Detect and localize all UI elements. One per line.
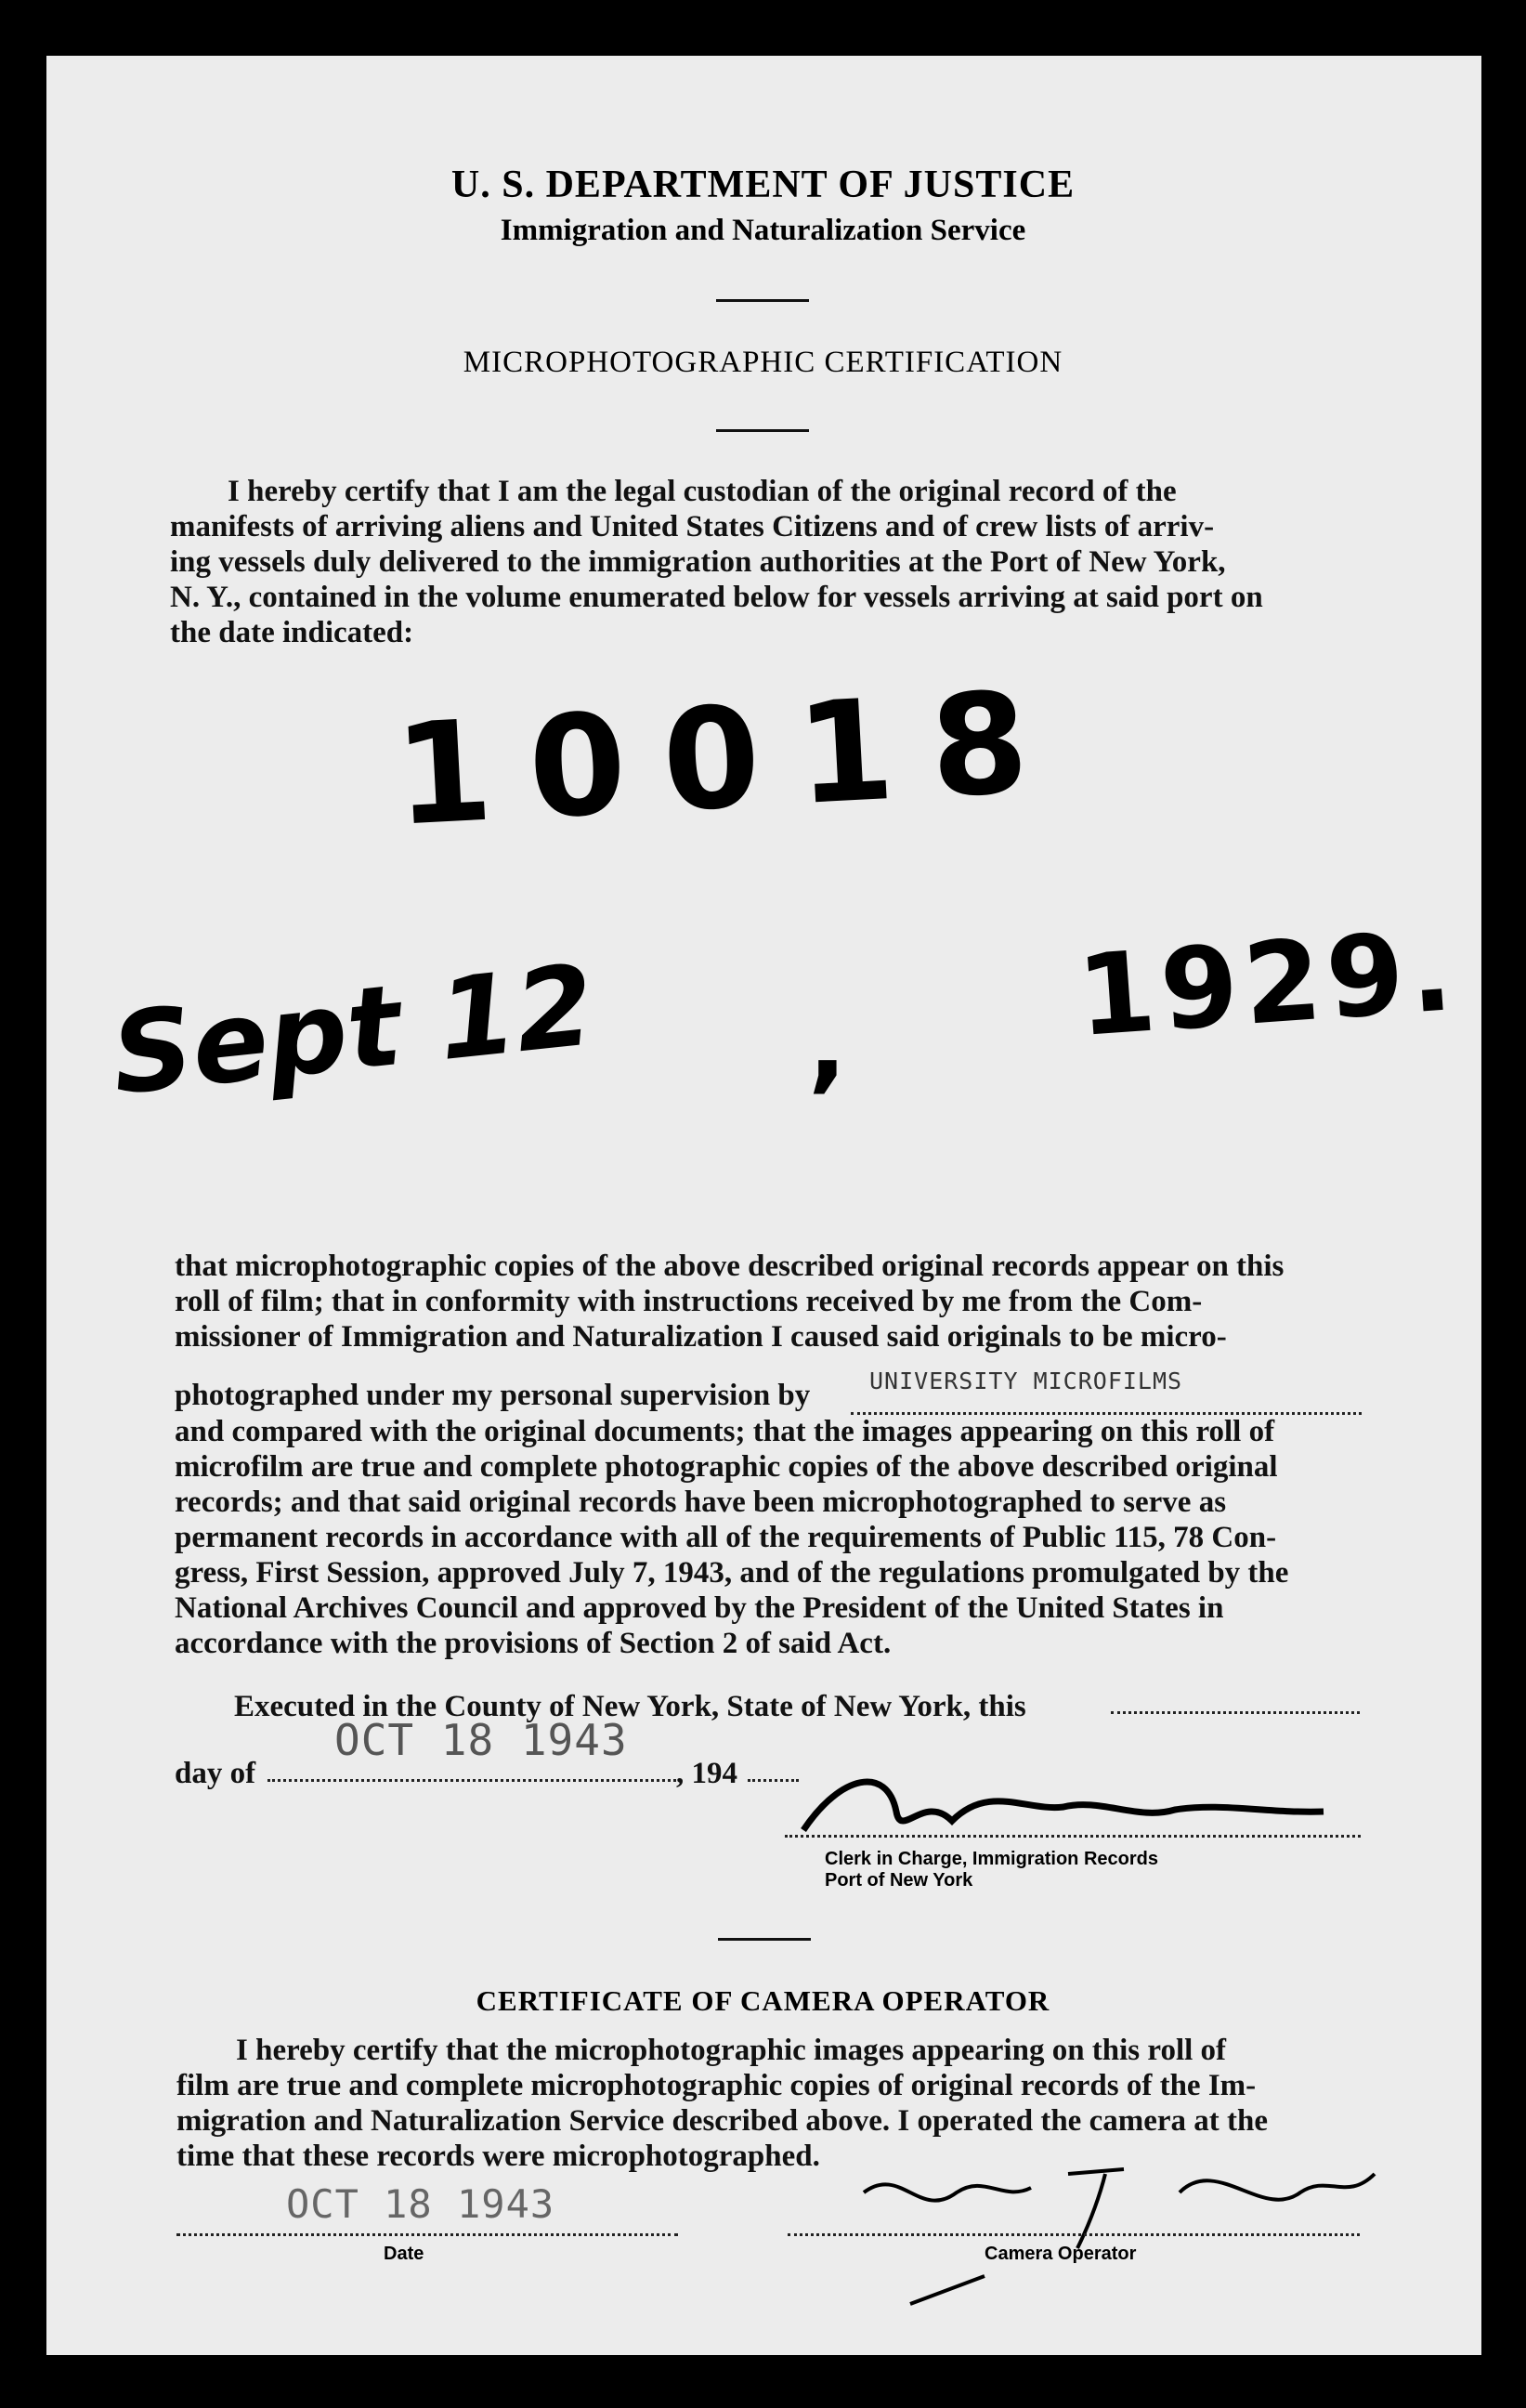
paragraph-line: microfilm are true and complete photographic copies of the above described original: [175, 1450, 1278, 1484]
paragraph-line: N. Y., contained in the volume enumerated below for vessels arriving at said port on: [170, 581, 1263, 614]
day-of-label: day of: [175, 1757, 256, 1790]
camera-operator-signature-line: [788, 2220, 1360, 2236]
supervision-line: [175, 1378, 810, 1413]
executed-text: Executed in the County of New York, State of New York, this: [234, 1690, 1026, 1723]
certification-paragraph-2: [175, 1249, 1363, 1354]
comma-handwritten: ,: [808, 985, 847, 1104]
execution-date-stamp: OCT 18 1943: [334, 1715, 628, 1765]
paragraph-line: National Archives Council and approved by the President of the United States in: [175, 1591, 1224, 1625]
supervision-prefix: photographed under my personal supervision by: [175, 1379, 811, 1412]
camera-operator-title: CERTIFICATE OF CAMERA OPERATOR: [476, 1984, 1050, 2017]
volume-number-handwritten: 10018: [390, 661, 1069, 857]
clerk-signature: [785, 1756, 1333, 1858]
paragraph-line: ing vessels duly delivered to the immigration authorities at the Port of New York,: [170, 545, 1226, 579]
paragraph-line: records; and that said original records have been microphotographed to serve as: [175, 1485, 1227, 1519]
supervisor-stamp: UNIVERSITY MICROFILMS: [869, 1368, 1183, 1394]
camera-operator-label: Camera Operator: [985, 2244, 1137, 2264]
paragraph-line: gress, First Session, approved July 7, 1943, and of the regulations promulgated by the: [175, 1556, 1289, 1590]
paragraph-line: that microphotographic copies of the above described original records appear on this: [175, 1250, 1285, 1283]
paragraph-line: manifests of arriving aliens and United States Citizens and of crew lists of arriv-: [170, 510, 1215, 543]
date-label: Date: [384, 2244, 424, 2264]
paragraph-line: the date indicated:: [170, 616, 414, 649]
paragraph-line: missioner of Immigration and Naturalization I caused said originals to be micro-: [175, 1320, 1227, 1354]
paragraph-line: permanent records in accordance with all of the requirements of Public 115, 78 Con-: [175, 1521, 1277, 1554]
operator-date-line: [176, 2220, 678, 2236]
paragraph-line: and compared with the original documents; that the images appearing on this roll of: [175, 1415, 1275, 1448]
clerk-signature-line: [785, 1816, 1361, 1838]
operator-date-stamp: OCT 18 1943: [286, 2181, 555, 2227]
divider: [716, 429, 809, 432]
section-title: MICROPHOTOGRAPHIC CERTIFICATION: [463, 346, 1063, 379]
paragraph-line: accordance with the provisions of Section 2 of said Act.: [175, 1627, 892, 1660]
paragraph-line: time that these records were microphotographed.: [176, 2140, 820, 2173]
year-prefix: , 194: [676, 1757, 737, 1790]
clerk-title-line-1: Clerk in Charge, Immigration Records: [825, 1849, 1158, 1869]
certification-paragraph-1: [170, 474, 1361, 650]
paragraph-line: I hereby certify that I am the legal custodian of the original record of the: [228, 475, 1177, 508]
department-heading: U. S. DEPARTMENT OF JUSTICE: [450, 164, 1076, 206]
paragraph-line: roll of film; that in conformity with instructions received by me from the Com-: [175, 1285, 1203, 1318]
paragraph-line: migration and Naturalization Service described above. I operated the camera at the: [176, 2104, 1268, 2138]
paragraph-line: I hereby certify that the microphotographic images appearing on this roll of: [236, 2034, 1227, 2067]
certification-paragraph-3: [175, 1414, 1363, 1661]
divider: [718, 1938, 811, 1941]
clerk-title-line-2: Port of New York: [825, 1870, 973, 1891]
year-handwritten: 1929.: [1073, 906, 1462, 1063]
divider: [716, 299, 809, 302]
paragraph-line: film are true and complete microphotographic copies of original records of the Im-: [176, 2069, 1257, 2102]
service-subheading: Immigration and Naturalization Service: [500, 214, 1026, 247]
executed-day-field: [1111, 1691, 1360, 1714]
date-handwritten: Sept 12: [106, 941, 600, 1120]
